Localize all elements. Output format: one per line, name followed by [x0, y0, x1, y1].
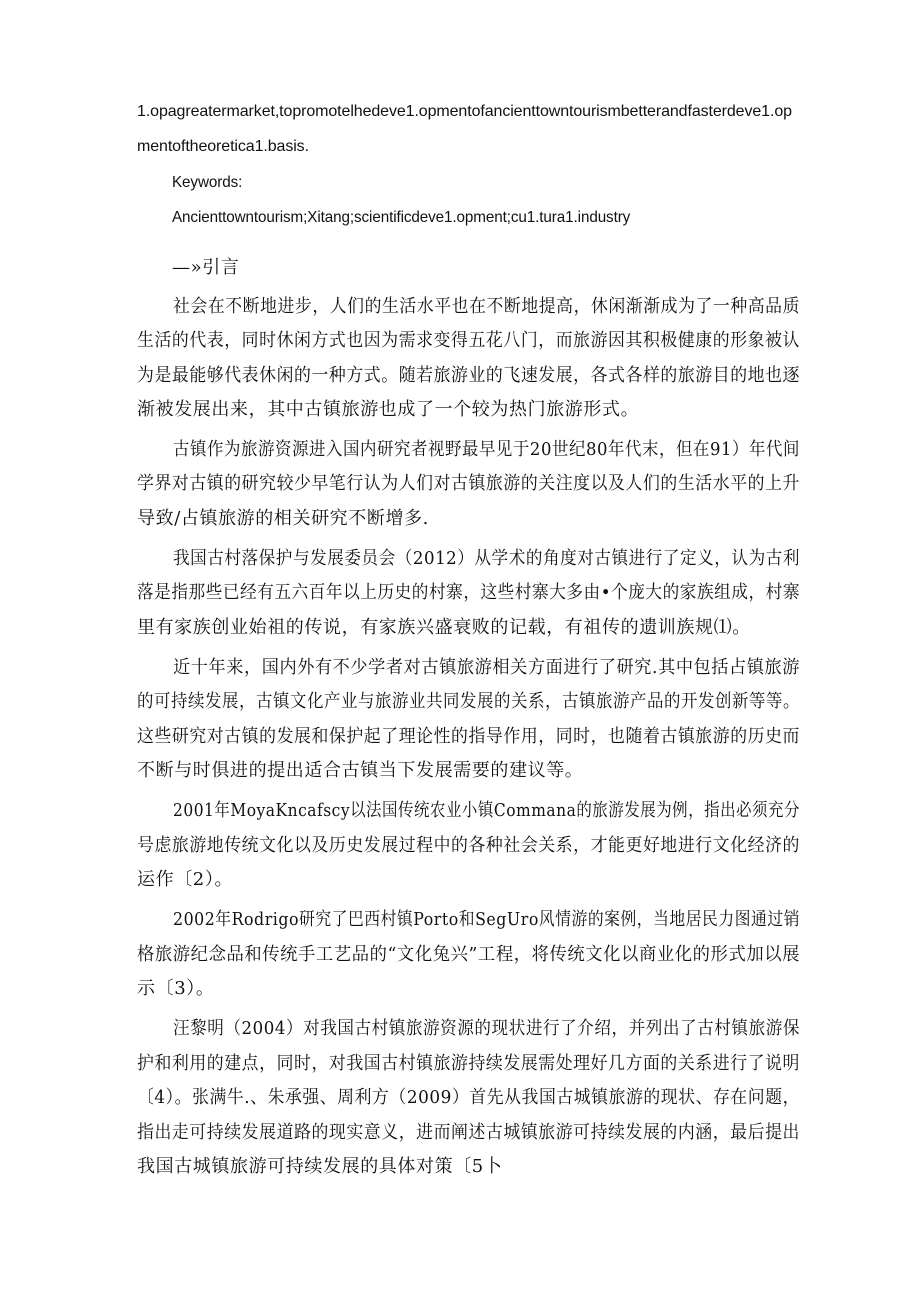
paragraph-4-line-3: 这些研究对古镇的发展和保护起了理论性的指导作用，同时，也随着古镇旅游的历史而	[137, 726, 800, 747]
paragraph-1-line-2: 生活的代表，同时休闲方式也因为需求变得五花八门，而旅游因其积极健康的形象被认	[137, 330, 800, 351]
paragraph-2-line-1: 古镇作为旅游资源进入国内研究者视野最早见于20世纪80年代末，但在91）年代间	[173, 439, 800, 460]
paragraph-4-line-2: 的可持续发展，古镇文化产业与旅游业共同发展的关系，古镇旅游产品的开发创新等等。	[137, 691, 801, 712]
paragraph-3-line-1: 我国古村落保护与发展委员会（2012）从学术的角度对古镇进行了定义，认为古利	[173, 548, 800, 569]
paragraph-2-line-2: 学界对古镇的研究较少早笔行认为人们对古镇旅游的关注度以及人们的生活水平的上升	[137, 473, 800, 494]
paragraph-7-line-4: 指出走可持续发展道路的现实意义，进而阐述古城镇旅游可持续发展的内涵，最后提出	[137, 1122, 800, 1143]
paragraph-3-line-2: 落是指那些已经有五六百年以上历史的村寨，这些村寨大多由•个庞大的家族组成，村寨	[137, 582, 801, 603]
paragraph-6-line-1: 2002年Rodrigo研究了巴西村镇Porto和SegUro风情游的案例，当地居民力图通过销	[173, 909, 800, 930]
paragraph-6-line-3: 示〔3）。	[137, 978, 215, 999]
paragraph-2-line-3: 导致/占镇旅游的相关研究不断增多.	[137, 508, 429, 529]
keywords-label: Keywords:	[172, 174, 243, 191]
paragraph-6-line-2: 格旅游纪念品和传统手工艺品的“文化兔兴”工程，将传统文化以商业化的形式加以展	[137, 944, 801, 965]
paragraph-1-line-4: 渐被发展出来，其中古镇旅游也成了一个较为热门旅游形式。	[137, 399, 640, 420]
abstract-line-1: 1.opagreatermarket,topromotelhedeve1.opmentofancienttowntourismbetterandfasterdeve1.op	[137, 103, 792, 120]
paragraph-3-line-3: 里有家族创业始祖的传说，有家族兴盛衰败的记载，有祖传的遗训族规⑴。	[137, 617, 751, 638]
keywords-value: Ancienttowntourism;Xitang;scientificdeve1.opment;cu1.tura1.industry	[172, 209, 631, 226]
paragraph-1-line-1: 社会在不断地进步，人们的生活水平也在不断地提高，休闲渐渐成为了一种高品质	[173, 296, 801, 317]
paragraph-5-line-1: 2001年MoyaKncafscy以法国传统农业小镇Commana的旅游发展为例，指出必须充分	[173, 800, 800, 821]
paragraph-5-line-2: 号虑旅游地传统文化以及历史发展过程中的各种社会关系，才能更好地进行文化经济的	[137, 835, 800, 856]
paragraph-4-line-1: 近十年来，国内外有不少学者对古镇旅游相关方面进行了研究.其中包括占镇旅游	[173, 657, 801, 678]
abstract-line-2: mentoftheoretica1.basis.	[137, 138, 309, 155]
paragraph-7-line-1: 汪黎明（2004）对我国古村镇旅游资源的现状进行了介绍，并列出了古村镇旅游保	[173, 1018, 800, 1039]
paragraph-7-line-2: 护和利用的建点，同时，对我国古村镇旅游持续发展需处理好几方面的关系进行了说明	[137, 1053, 800, 1074]
section-heading-introduction: —»引言	[172, 257, 240, 278]
paragraph-5-line-3: 运作〔2）。	[137, 869, 234, 890]
paragraph-7-line-5: 我国古城镇旅游可持续发展的具体对策〔5卜	[137, 1156, 503, 1177]
paragraph-1-line-3: 为是最能够代表休闲的一种方式。随若旅游业的飞速发展，各式各样的旅游目的地也逐	[137, 365, 800, 386]
paragraph-7-line-3: 〔4）。张满牛.、朱承强、周利方（2009）首先从我国古城镇旅游的现状、存在问题，	[137, 1087, 801, 1108]
paragraph-4-line-4: 不断与时俱进的提出适合古镇当下发展需要的建议等。	[137, 760, 584, 781]
